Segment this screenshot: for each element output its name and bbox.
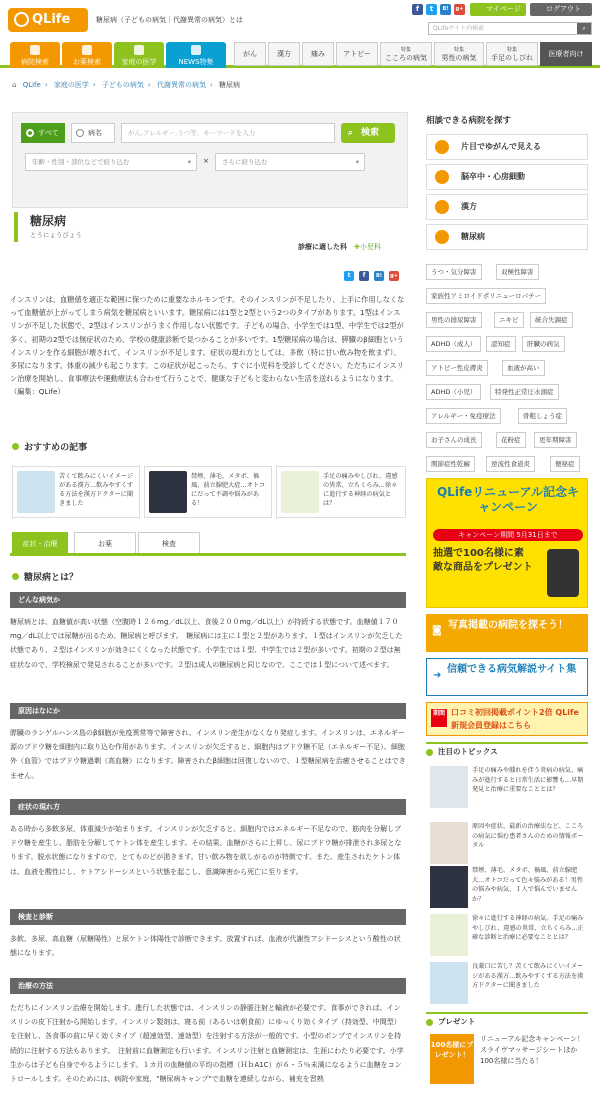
topic-item[interactable]: 良薬口に苦し？苦くて飲みにくいイメージがある漢方…飲みやすくする方法を漢方ドクターに聞きました xyxy=(426,958,588,1014)
tag[interactable]: 統合失調症 xyxy=(530,312,573,328)
recommend-card[interactable]: 禁煙、薄毛、メタボ、禍風、前立腺肥大症…オトコにだって不調や悩みがある！ xyxy=(144,466,272,518)
tag[interactable]: 双極性障害 xyxy=(496,264,539,280)
what-is-heading: 糖尿病とは？ xyxy=(12,570,78,583)
breadcrumb-qlife[interactable]: QLife xyxy=(22,81,41,89)
arrow-icon: ➜ xyxy=(433,670,442,681)
page-title: 糖尿病 xyxy=(30,214,67,228)
tag[interactable]: 骨粗しょう症 xyxy=(518,408,567,424)
search-button[interactable]: ⌕ 検索 xyxy=(341,123,395,143)
recommend-card[interactable]: 苦くて飲みにくいイメージがある漢方…飲みやすくする方法を漢方ドクターに聞きました xyxy=(12,466,140,518)
present-text[interactable]: リニューアル記念キャンペーン！スライヴマッサージシートほか100名様に当たる！ xyxy=(480,1035,585,1065)
breadcrumb-current: 糖尿病 xyxy=(219,81,241,89)
breadcrumb: ⌂ QLife › 家庭の医学 › 子どもの病気 › 代謝異常の病気 › 糖尿病 xyxy=(12,81,241,89)
topic-item[interactable]: 原因や症状、最新の治療法など、こころの病気に悩む患者さんのための情報ポータル xyxy=(426,818,588,874)
section-heading: どんな病気か xyxy=(10,592,406,608)
topics-heading: 注目のトピックス xyxy=(426,746,498,757)
tag[interactable]: アレルギー・免疫療法 xyxy=(426,408,501,424)
tag[interactable]: 関節症性乾癬 xyxy=(426,456,475,472)
tag[interactable]: ADHD（成人） xyxy=(426,336,481,352)
twitter-icon[interactable]: t xyxy=(426,4,437,15)
intro-text: インスリンは、血糖値を適正な範囲に保つために重要なホルモンです。そのインスリンが不足したり、上手に作用しなくなって血糖値が上がってしまう病気を糖尿病といいます。糖尿病には1型と2型という2つのタイプがあります。1型はインスリンが不足した状態で、2型はインスリンがうまく作用しない状態です。子どもの場合、小学生では1型、中学生では2型が多く、初期の2型では無症状のため、学校の健康診断で見つかることが多いです。1型糖尿病の場合は、膵臓のβ細胞というインスリンを作る細胞が壊されて、インスリンが不足します。症状の現れ方としては、多飲（特に甘い飲み物を飲まず）、多尿になります。体重の減少も起こります。この症状が起こったら、すぐに小児科を受診してください。ただちにインスリン治療を開始し、食事療法や運動療法も合わせて行うことで、健康な子どもと変わらない生活を送れるようになります。（編集：QLife） xyxy=(10,295,405,397)
eye-icon xyxy=(435,140,449,154)
photo-hospital-banner[interactable]: ◙ 写真掲載の病院を探そう！ xyxy=(426,614,588,652)
tab-tests[interactable]: 検査 xyxy=(138,532,200,554)
tab-symptom-treatment[interactable]: 症状・治療 xyxy=(12,532,68,554)
section-heading: 症状の現れ方 xyxy=(10,799,406,815)
nav-news[interactable]: NEWS特集 xyxy=(166,42,226,68)
qlife-logo[interactable]: QLife xyxy=(8,8,88,32)
disease-reading: とうにょうびょう xyxy=(30,231,82,239)
recommend-heading: おすすめの記事 xyxy=(12,440,87,453)
search-icon[interactable]: ⌕ xyxy=(577,23,591,34)
section-heading: 治療の方法 xyxy=(10,978,406,994)
logout-button[interactable]: ログアウト xyxy=(530,3,592,16)
department-icon: ✚ xyxy=(354,243,360,251)
hatena-icon[interactable]: B! xyxy=(440,4,451,15)
home-icon[interactable]: ⌂ xyxy=(12,81,17,89)
section-heading: 検査と診断 xyxy=(10,909,406,925)
share-twitter-icon[interactable]: t xyxy=(344,271,354,281)
tag[interactable]: 便秘症 xyxy=(550,456,580,472)
logo-mark-icon xyxy=(14,12,29,27)
search-icon: ⌕ xyxy=(348,128,354,138)
chevron-down-icon: ▾ xyxy=(355,158,359,166)
family-thumbnail xyxy=(281,471,319,513)
doctor-thumbnail xyxy=(17,471,55,513)
tag[interactable]: 特発性正常圧水頭症 xyxy=(490,384,559,400)
tab-underline xyxy=(10,553,406,556)
topic-item[interactable]: 徐々に進行する神経の病気。手足の痛みやしびれ、違感の異常、立ちくらみ…正確な診断と治療に必要なこととは？ xyxy=(426,910,588,966)
site-search-input[interactable]: QLifeサイト内検索 ⌕ xyxy=(428,22,592,35)
googleplus-icon[interactable]: g+ xyxy=(454,4,465,15)
bullet-icon xyxy=(426,1019,433,1026)
tab-drugs[interactable]: お薬 xyxy=(74,532,136,554)
keyword-input[interactable]: がん,アレルギー,うつ等、キーワードを入力 xyxy=(121,123,335,143)
consult-item[interactable]: 漢方 xyxy=(426,194,588,220)
share-googleplus-icon[interactable]: g+ xyxy=(390,273,398,279)
nav-cancer[interactable]: がん xyxy=(234,42,266,66)
chevron-down-icon: ▾ xyxy=(187,158,191,166)
tag[interactable]: 血液が高い xyxy=(502,360,545,376)
disease-search-panel xyxy=(12,112,408,208)
register-banner[interactable]: 期間 口コミ初回掲載ポイント2倍 QLife新規会員登録はこちら xyxy=(426,702,588,736)
hospital-icon xyxy=(30,45,40,55)
department-link[interactable]: 小児科 xyxy=(359,243,381,251)
topic-thumbnail xyxy=(430,962,468,1004)
massage-chair-image xyxy=(547,549,579,597)
topic-thumbnail xyxy=(430,822,468,864)
mypage-button[interactable]: マイページ xyxy=(470,3,526,16)
present-heading: プレゼント xyxy=(426,1016,475,1027)
tag[interactable]: 男性の排尿障害 xyxy=(426,312,482,328)
consult-heading: 相談できる病院を探す xyxy=(426,116,512,126)
tag[interactable]: 肝臓の病気 xyxy=(522,336,565,352)
syringe-icon xyxy=(435,230,449,244)
nav-pain[interactable]: 痛み xyxy=(302,42,334,66)
facebook-icon[interactable]: f xyxy=(412,4,423,15)
bullet-icon xyxy=(12,443,19,450)
news-icon xyxy=(191,45,201,55)
bullet-icon xyxy=(12,573,19,580)
section-body: 糖尿病とは、血糖値が高い状態（空腹時１２６mg／dL以上、食後２００mg／dL以上）が持続する状態です。血糖値１７０mg／dL以上では尿糖が出るため、糖尿病と呼びます。 糖尿病には主に１型と２型があります。１型はインスリンが欠乏した状態であり、２型はインスリンが効きにくくなった状態です。小学生では１型、中学生では２型が多いです。初期の２型は無症状なので、学校検尿で発見されることが多いです。２型は成人の糖尿病と同じなので、ここでは１型について述べます。 xyxy=(10,618,403,669)
nav-special-male[interactable]: 特集 男性の病気 xyxy=(434,42,484,66)
trusted-sites-banner[interactable]: ➜ 信頼できる病気解説サイト集 xyxy=(426,658,588,696)
disease-title-block xyxy=(14,212,406,242)
consult-item[interactable]: 脳卒中・心房細動 xyxy=(426,164,588,190)
tag[interactable]: うつ・気分障害 xyxy=(426,264,482,280)
consult-item[interactable]: 片目でゆがんで見える xyxy=(426,134,588,160)
limited-badge-icon: 期間 xyxy=(431,709,447,727)
section-heading: 原因はなにか xyxy=(10,703,406,719)
share-hatena-icon[interactable]: B! xyxy=(375,273,383,279)
breadcrumb-home-medicine[interactable]: 家庭の医学 xyxy=(53,81,89,89)
radio-all[interactable]: すべて xyxy=(21,123,65,143)
nav-atopy[interactable]: アトピー xyxy=(336,42,378,66)
nav-home-medicine[interactable]: 家庭の医学 xyxy=(114,42,164,68)
pill-icon xyxy=(82,45,92,55)
leaf-icon xyxy=(435,200,449,214)
nav-drug-search[interactable]: お薬検索 xyxy=(62,42,112,68)
tag[interactable]: 認知症 xyxy=(486,336,516,352)
department-info: 診療に適した科 ✚小児科 xyxy=(298,243,381,251)
tag[interactable]: ADHD（小児） xyxy=(426,384,481,400)
cross-mark: × xyxy=(203,157,209,165)
tag[interactable]: 逆流性食道炎 xyxy=(486,456,535,472)
nav-for-professionals[interactable]: 医療者向け xyxy=(540,42,592,66)
home-medicine-icon xyxy=(134,45,144,55)
tag[interactable]: お子さんの成長 xyxy=(426,432,482,448)
page-header-title: 糖尿病（子どもの病気｜代謝異常の病気）とは xyxy=(96,16,243,24)
recommend-card[interactable]: 手足の痛みやしびれ、違感の異常、立ちくらみ…徐々に進行する神経の病気とは？ xyxy=(276,466,406,518)
section-body: ある時から多飲多尿、体重減少が始まります。インスリンが欠乏すると、細胞内ではエネルギー不足なので、筋肉を分解しブドウ糖を産生し、脂肪を分解してケトン体を産生します。その結果、血糖がさらに上昇し、尿にブドウ糖が排泄され多尿となります。脱水状態になりますので、とてものどが渇きます。甘い飲み物を欲しがるのが特徴です。また、産生されたケトン体は、血液を酸性にし、ケトアシドーシスという状態を起こし、意識障害から死亡に至ります。 xyxy=(10,825,402,876)
breadcrumb-metabolic[interactable]: 代謝異常の病気 xyxy=(156,81,206,89)
filter-select-2[interactable]: さらに絞り込む ▾ xyxy=(215,153,365,171)
camera-icon: ◙ xyxy=(432,625,442,636)
tag[interactable]: 花粉症 xyxy=(496,432,526,448)
share-facebook-icon[interactable]: f xyxy=(359,271,369,281)
tag[interactable]: 家族性アミロイドポリニューロパチー xyxy=(426,288,546,304)
nav-hospital-search[interactable]: 病院検索 xyxy=(10,42,60,68)
tag[interactable]: アトピー性皮膚炎 xyxy=(426,360,488,376)
topic-item[interactable]: 手足の痛みや腫れを伴う炎病の病気、痛みが進行すると日常生活に影響も…早期発見と治療に重要なこととは？ xyxy=(426,762,588,818)
bullet-icon xyxy=(426,749,433,756)
nav-special-numbness[interactable]: 特集 手足のしびれ xyxy=(486,42,538,66)
filter-select-1[interactable]: 年齢・性別・部位などで絞り込む ▾ xyxy=(25,153,197,171)
tag[interactable]: 更年期障害 xyxy=(534,432,577,448)
heart-icon xyxy=(435,170,449,184)
campaign-banner[interactable]: QLifeリニューアル記念キャンペーン キャンペーン期間 5月31日まで 抽選で100名様に素敵な商品をプレゼント xyxy=(426,478,588,608)
nav-kampo[interactable]: 漢方 xyxy=(268,42,300,66)
present-thumbnail[interactable]: 100名様にプレゼント！ xyxy=(430,1034,474,1084)
radio-disease[interactable]: 病名 xyxy=(71,123,115,143)
nav-special-mental[interactable]: 特集 こころの病気 xyxy=(380,42,432,66)
breadcrumb-children[interactable]: 子どもの病気 xyxy=(101,81,144,89)
topic-item[interactable]: 禁煙、薄毛、メタボ、禍風、前立腺肥大…オトコだって色々悩みがある！男性の悩みや病気、１人で悩んでいませんか？ xyxy=(426,862,588,918)
man-thumbnail xyxy=(149,471,187,513)
section-body: 膵臓のランゲルハンス島のβ細胞が免疫異常等で障害され、インスリン産生がなくなり発症します。インスリンは、エネルギー源のブドウ糖を細胞内に取り込む作用があります。インスリンが欠乏すると、細胞内はブドウ糖不足（エネルギー不足）、細胞外（血管）ではブドウ糖過剰（高血糖）になります。障害されたβ細胞は回復しないので、１型糖尿病を治癒させることはできません。 xyxy=(10,729,406,780)
section-body: 多飲、多尿、高血糖（尿糖陽性）と尿ケトン体陽性で診断できます。放置すれば、血液が代謝性アシドーシスという酸性の状態になります。 xyxy=(10,935,401,958)
topic-thumbnail xyxy=(430,914,468,956)
section-body: ただちにインスリン治療を開始します。進行した状態では、インスリンの静脈注射と輸液が必要です。食事ができれば、インスリンの皮下注射から開始します。インスリン製剤は、寝る前（あるいは朝食前）にゆっくり効くタイプ（持効型、中間型）を注射し、各食事の前に早く効くタイプ（超速効型、速効型）を注射する方法が一般的です。小型のポンプでインスリンを持続的に注射する方法もあります。 注射前に血糖測定も行います。インスリン注射と血糖測定は、生涯にわたり必要です。小学生からは子ども自身でやるようにします。１カ月の血糖値の平均の指標（ＨｂA1C）が６・５％未満になるように血糖をコントロールします。そのためには、病院や家庭、"糖尿病キャンプ"で血糖を連続しながら、補充を習熟 xyxy=(10,1004,404,1084)
consult-item[interactable]: 糖尿病 xyxy=(426,224,588,250)
topic-thumbnail xyxy=(430,766,468,808)
tag[interactable]: ニキビ xyxy=(494,312,524,328)
topic-thumbnail xyxy=(430,866,468,908)
